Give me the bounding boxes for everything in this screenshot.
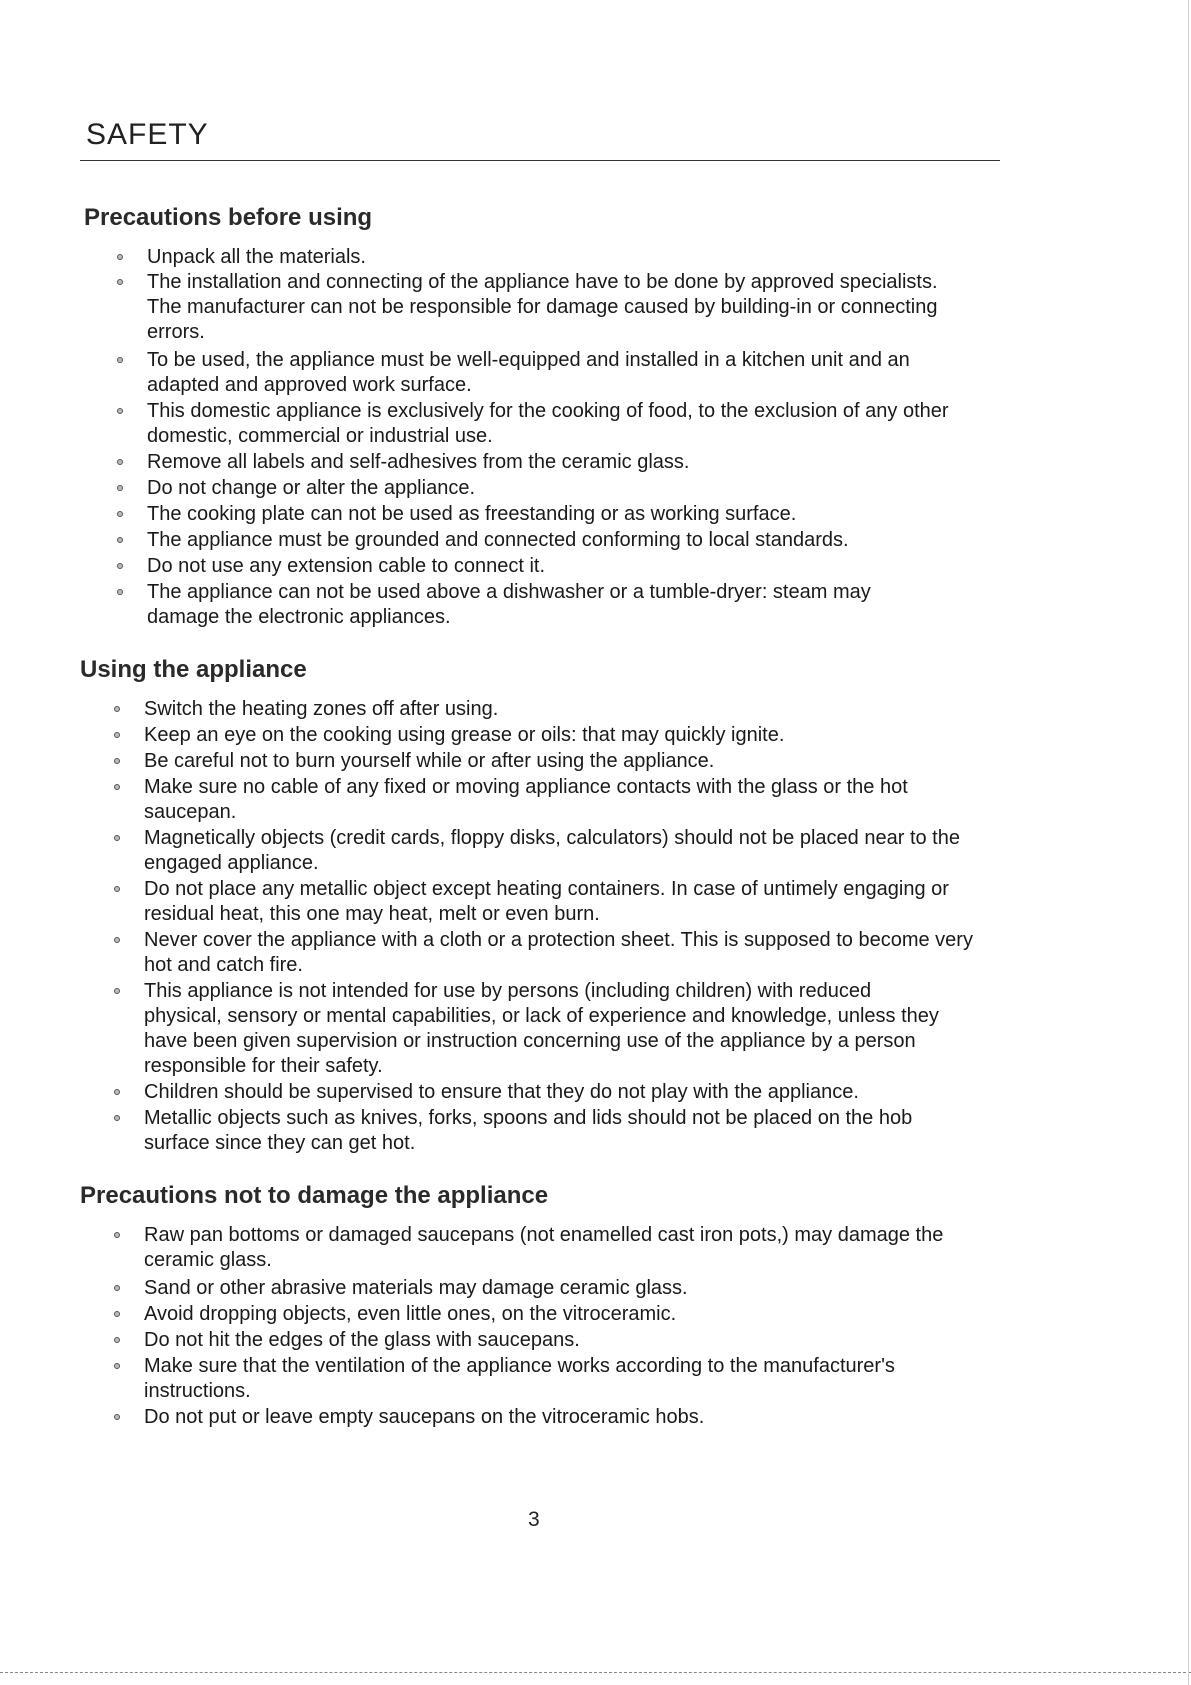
section-heading-precautions-not-to-damage: Precautions not to damage the appliance — [80, 1182, 549, 1209]
list-item: Remove all labels and self-adhesives from the ceramic glass. — [147, 450, 987, 475]
bullet-icon — [114, 1232, 120, 1238]
list-item: This domestic appliance is exclusively for the cooking of food, to the exclusion of any other domestic, commercial or industrial use. — [147, 399, 987, 449]
list-item: Sand or other abrasive materials may damage ceramic glass. — [144, 1276, 994, 1301]
bullet-icon — [117, 459, 123, 465]
list-item: Do not change or alter the appliance. — [147, 476, 987, 501]
list-item: The appliance must be grounded and connected conforming to local standards. — [147, 528, 987, 553]
bullet-icon — [117, 485, 123, 491]
bullet-icon — [117, 357, 123, 363]
title-divider — [80, 160, 1000, 161]
list-item: Magnetically objects (credit cards, floppy disks, calculators) should not be placed near to the engaged appliance. — [144, 826, 964, 876]
bullet-icon — [114, 758, 120, 764]
bullet-icon — [114, 1414, 120, 1420]
precautions-before-using-list — [147, 245, 987, 630]
scan-edge-line — [0, 1672, 1191, 1673]
list-item: The cooking plate can not be used as freestanding or as working surface. — [147, 502, 987, 527]
section-heading-precautions-before-using: Precautions before using — [84, 204, 373, 231]
list-item: Make sure that the ventilation of the appliance works according to the manufacturer's instructions. — [144, 1354, 994, 1404]
list-item: Be careful not to burn yourself while or after using the appliance. — [144, 749, 994, 774]
list-item: The appliance can not be used above a dishwasher or a tumble-dryer: steam may damage the electronic appliances. — [147, 580, 887, 630]
list-item: Avoid dropping objects, even little ones, on the vitroceramic. — [144, 1302, 994, 1327]
bullet-icon — [114, 784, 120, 790]
bullet-icon — [117, 563, 123, 569]
list-item: Keep an eye on the cooking using grease or oils: that may quickly ignite. — [144, 723, 994, 748]
bullet-icon — [114, 1115, 120, 1121]
list-item: Raw pan bottoms or damaged saucepans (not enamelled cast iron pots,) may damage the ceramic glass. — [144, 1223, 964, 1273]
section-heading-using-the-appliance: Using the appliance — [80, 656, 307, 683]
bullet-icon — [117, 279, 123, 285]
list-item: Do not hit the edges of the glass with saucepans. — [144, 1328, 994, 1353]
list-item: To be used, the appliance must be well-equipped and installed in a kitchen unit and an adapted and approved work surface. — [147, 348, 987, 398]
bullet-icon — [114, 706, 120, 712]
bullet-icon — [114, 1089, 120, 1095]
list-item: Switch the heating zones off after using. — [144, 697, 994, 722]
bullet-icon — [117, 408, 123, 414]
bullet-icon — [117, 537, 123, 543]
bullet-icon — [114, 937, 120, 943]
bullet-icon — [114, 1337, 120, 1343]
using-the-appliance-list — [144, 697, 994, 1156]
bullet-icon — [114, 1285, 120, 1291]
list-item: Never cover the appliance with a cloth or a protection sheet. This is supposed to become very hot and catch fire. — [144, 928, 994, 978]
page-title: SAFETY — [86, 118, 209, 151]
precautions-not-to-damage-list — [144, 1223, 994, 1430]
bullet-icon — [114, 835, 120, 841]
bullet-icon — [117, 589, 123, 595]
bullet-icon — [114, 1363, 120, 1369]
scan-right-edge — [1188, 0, 1189, 1685]
list-item: Make sure no cable of any fixed or moving appliance contacts with the glass or the hot saucepan. — [144, 775, 959, 825]
list-item: This appliance is not intended for use by persons (including children) with reduced physical, sensory or mental capabilities, or lack of experience and knowledge, unless they have been given supervision or instruction concerning use of the appliance by a person responsible for their safety. — [144, 979, 954, 1079]
list-item: Unpack all the materials. — [147, 245, 987, 270]
list-item: Do not use any extension cable to connect it. — [147, 554, 987, 579]
list-item: Metallic objects such as knives, forks, spoons and lids should not be placed on the hob surface since they can get hot. — [144, 1106, 974, 1156]
page-number: 3 — [528, 1508, 540, 1531]
bullet-icon — [114, 886, 120, 892]
bullet-icon — [114, 732, 120, 738]
bullet-icon — [117, 511, 123, 517]
list-item: The installation and connecting of the appliance have to be done by approved specialists. The manufacturer can not be responsible for damage caused by building-in or connecting errors. — [147, 270, 969, 345]
list-item: Children should be supervised to ensure that they do not play with the appliance. — [144, 1080, 994, 1105]
bullet-icon — [114, 1311, 120, 1317]
list-item: Do not place any metallic object except heating containers. In case of untimely engaging or residual heat, this one may heat, melt or even burn. — [144, 877, 994, 927]
bullet-icon — [117, 254, 123, 260]
bullet-icon — [114, 988, 120, 994]
list-item: Do not put or leave empty saucepans on the vitroceramic hobs. — [144, 1405, 994, 1430]
